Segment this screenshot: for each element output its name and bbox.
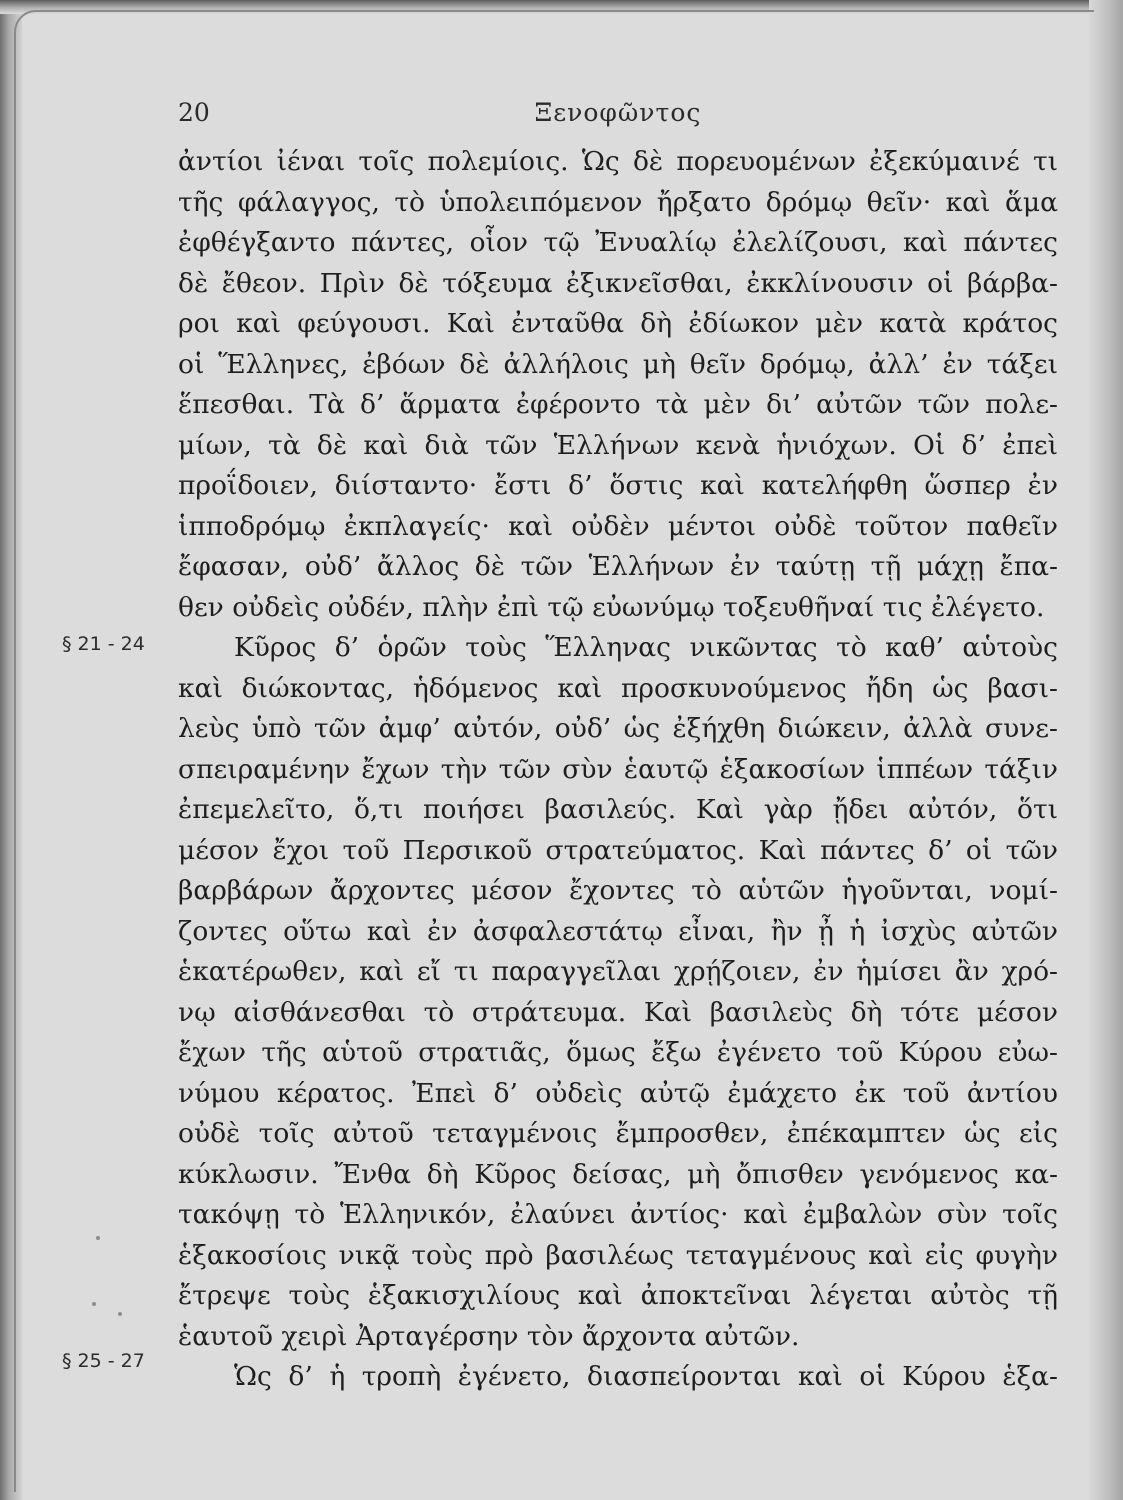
text-line: οὐδὲ τοῖς αὐτοῦ τεταγμένοις ἔμπροσθεν, ἐπέκαμπτεν ὡς εἰς: [178, 1118, 1058, 1149]
text-line: Ὡς δ’ ἡ τροπὴ ἐγένετο, διασπείρονται καὶ οἱ Κύρου ἑξα-: [234, 1361, 1058, 1392]
text-line: νῳ αἰσθάνεσθαι τὸ στράτευμα. Καὶ βασιλεὺς δὴ τότε μέσον: [178, 996, 1058, 1028]
text-line: οἱ Ἕλληνες, ἐβόων δὲ ἀλλήλοις μὴ θεῖν δρόμῳ, ἀλλ’ ἐν τάξει: [178, 348, 1058, 380]
text-line: τῆς φάλαγγος, τὸ ὑπολειπόμενον ἤρξατο δρόμῳ θεῖν· καὶ ἅμα: [178, 186, 1058, 218]
main-text: [178, 142, 1058, 1398]
text-line: δὲ ἔθεον. Πρὶν δὲ τόξευμα ἐξικνεῖσθαι, ἐκκλίνουσιν οἱ βάρβα-: [178, 267, 1058, 299]
text-line: ἑαυτοῦ χειρὶ Ἀρταγέρσην τὸν ἄρχοντα αὐτῶν.: [178, 1320, 800, 1352]
text-line: καὶ διώκοντας, ἡδόμενος καὶ προσκυνούμενος ἤδη ὡς βασι-: [178, 672, 1058, 704]
text-line: θεν οὐδεὶς οὐδέν, πλὴν ἐπὶ τῷ εὐωνύμῳ τοξευθῆναί τις ἐλέγετο.: [178, 591, 1045, 623]
text-line: σπειραμένην ἔχων τὴν τῶν σὺν ἑαυτῷ ἑξακοσίων ἱππέων τάξιν: [178, 753, 1058, 785]
text-line: ἀντίοι ἰέναι τοῖς πολεμίοις. Ὡς δὲ πορευομένων ἐξεκύμαινέ τι: [178, 146, 1058, 177]
text-line: μέσον ἔχοι τοῦ Περσικοῦ στρατεύματος. Καὶ πάντες δ’ οἱ τῶν: [178, 834, 1058, 866]
paper-speck: [118, 1312, 122, 1316]
margin-section-note: § 21 - 24: [62, 633, 145, 655]
text-line: ἑξακοσίοις νικᾷ τοὺς πρὸ βασιλέως τεταγμένους καὶ εἰς φυγὴν: [178, 1239, 1058, 1271]
text-line: ἑκατέρωθεν, καὶ εἴ τι παραγγεῖλαι χρῄζοιεν, ἐν ἡμίσει ἂν χρό-: [178, 956, 1058, 987]
text-line: ἕπεσθαι. Τὰ δ’ ἅρματα ἐφέροντο τὰ μὲν δι’ αὐτῶν τῶν πολε-: [178, 389, 1058, 420]
text-line: ἔτρεψε τοὺς ἑξακισχιλίους καὶ ἀποκτεῖναι λέγεται αὐτὸς τῇ: [178, 1280, 1058, 1311]
text-line: μίων, τὰ δὲ καὶ διὰ τῶν Ἑλλήνων κενὰ ἡνιόχων. Οἱ δ’ ἐπεὶ: [178, 429, 1058, 461]
text-line: τακόψῃ τὸ Ἑλληνικόν, ἐλαύνει ἀντίος· καὶ ἐμβαλὼν σὺν τοῖς: [178, 1199, 1058, 1230]
text-line: ἐφθέγξαντο πάντες, οἷον τῷ Ἐνυαλίῳ ἐλελίζουσι, καὶ πάντες: [178, 227, 1058, 258]
paper-speck: [92, 1302, 96, 1306]
running-head: [178, 98, 1058, 134]
text-line: προΐδοιεν, διίσταντο· ἔστι δ’ ὅστις καὶ κατελήφθη ὥσπερ ἐν: [178, 470, 1058, 501]
text-line: ροι καὶ φεύγουσι. Καὶ ἐνταῦθα δὴ ἐδίωκον μὲν κατὰ κράτος: [178, 308, 1058, 339]
page-right-edge: [1089, 0, 1123, 1500]
text-line: βαρβάρων ἄρχοντες μέσον ἔχοντες τὸ αὑτῶν ἡγοῦνται, νομί-: [178, 875, 1058, 906]
text-line: νύμου κέρατος. Ἐπεὶ δ’ οὐδεὶς αὐτῷ ἐμάχετο ἐκ τοῦ ἀντίου: [178, 1077, 1058, 1109]
paper-speck: [96, 1236, 100, 1240]
text-line: Κῦρος δ’ ὁρῶν τοὺς Ἕλληνας νικῶντας τὸ καθ’ αὑτοὺς: [234, 632, 1058, 663]
margin-section-note: § 25 - 27: [62, 1350, 145, 1372]
text-line: ἔχων τῆς αὑτοῦ στρατιᾶς, ὅμως ἔξω ἐγένετο τοῦ Κύρου εὐω-: [178, 1037, 1058, 1068]
running-title: Ξενοφῶντος: [534, 98, 702, 127]
text-line: κύκλωσιν. Ἔνθα δὴ Κῦρος δείσας, μὴ ὄπισθεν γενόμενος κα-: [178, 1158, 1058, 1190]
text-line: λεὺς ὑπὸ τῶν ἀμφ’ αὐτόν, οὐδ’ ὡς ἐξήχθη διώκειν, ἀλλὰ συνε-: [178, 713, 1058, 744]
text-line: ζοντες οὕτω καὶ ἐν ἀσφαλεστάτῳ εἶναι, ἢν ᾖ ἡ ἰσχὺς αὐτῶν: [178, 915, 1058, 947]
text-line: ἱπποδρόμῳ ἐκπλαγείς· καὶ οὐδὲν μέντοι οὐδὲ τοῦτον παθεῖν: [178, 510, 1058, 542]
text-line: ἔφασαν, οὐδ’ ἄλλος δὲ τῶν Ἑλλήνων ἐν ταύτῃ τῇ μάχῃ ἔπα-: [178, 551, 1058, 582]
page-number: 20: [178, 98, 210, 127]
text-line: ἐπεμελεῖτο, ὅ,τι ποιήσει βασιλεύς. Καὶ γὰρ ᾔδει αὐτόν, ὅτι: [178, 794, 1058, 825]
